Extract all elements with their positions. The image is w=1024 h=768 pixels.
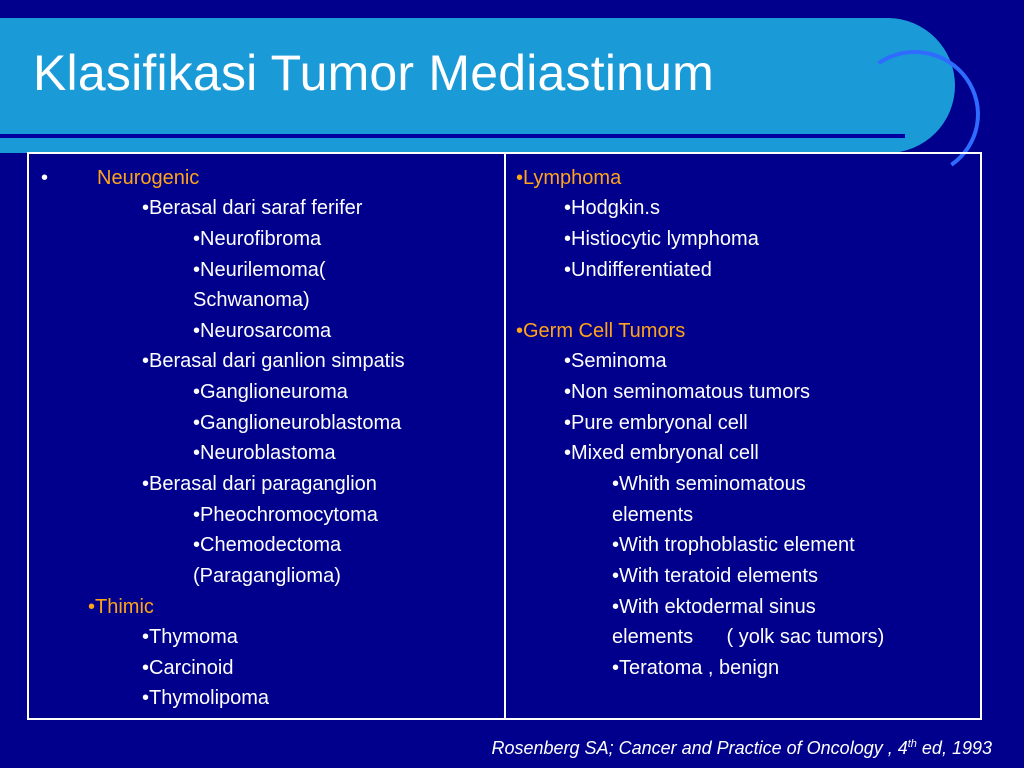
list-item: •Neurofibroma	[193, 228, 322, 250]
list-item: elements ( yolk sac tumors)	[612, 626, 885, 648]
list-item: •Berasal dari ganlion simpatis	[142, 350, 405, 372]
list-item: •Berasal dari paraganglion	[142, 473, 377, 495]
slide-title: Klasifikasi Tumor Mediastinum	[33, 45, 715, 101]
list-item: •Pheochromocytoma	[193, 504, 378, 526]
title-underline	[0, 134, 905, 138]
list-item: •Mixed embryonal cell	[564, 442, 759, 464]
heading-thimic: •Thimic	[88, 596, 154, 618]
list-item: •With teratoid elements	[612, 565, 818, 587]
list-item: •Hodgkin.s	[564, 197, 660, 219]
list-item: •Chemodectoma	[193, 534, 342, 556]
list-item: •Whith seminomatous	[612, 473, 806, 495]
list-item: Schwanoma)	[193, 289, 310, 311]
heading-germ-cell-tumors: •Germ Cell Tumors	[516, 320, 686, 342]
list-item: •Carcinoid	[142, 657, 234, 679]
list-item: elements	[612, 504, 694, 526]
citation	[492, 738, 993, 759]
list-item: •With ektodermal sinus	[612, 596, 816, 618]
classification-table	[27, 152, 982, 720]
list-item: •Berasal dari saraf ferifer	[142, 197, 363, 219]
neurogenic-thimic-column	[29, 154, 506, 718]
heading-neurogenic: Neurogenic	[97, 167, 200, 189]
citation-end: ed, 1993	[916, 738, 992, 758]
list-item: •Pure embryonal cell	[564, 412, 748, 434]
list-item: •Undifferentiated	[564, 259, 712, 281]
heading-lymphoma: •Lymphoma	[516, 167, 622, 189]
list-item: •Ganglioneuroblastoma	[193, 412, 402, 434]
list-item: •Thymolipoma	[142, 687, 270, 709]
list-item: •With trophoblastic element	[612, 534, 855, 556]
citation-main: Rosenberg SA; Cancer and Practice of Oncology , 4	[491, 738, 908, 758]
citation-superscript: th	[907, 738, 917, 750]
list-item: •Neurosarcoma	[193, 320, 332, 342]
list-item: •Neurilemoma(	[193, 259, 326, 281]
bullet: •	[41, 167, 49, 189]
list-item: •Neuroblastoma	[193, 442, 336, 464]
list-item: (Paraganglioma)	[193, 565, 341, 587]
list-item: •Thymoma	[142, 626, 238, 648]
list-item: •Ganglioneuroma	[193, 381, 348, 403]
list-item: •Teratoma , benign	[612, 657, 780, 679]
list-item: •Non seminomatous tumors	[564, 381, 810, 403]
list-item: •Seminoma	[564, 350, 667, 372]
lymphoma-germ-cell-column	[506, 154, 980, 718]
list-item: •Histiocytic lymphoma	[564, 228, 759, 250]
